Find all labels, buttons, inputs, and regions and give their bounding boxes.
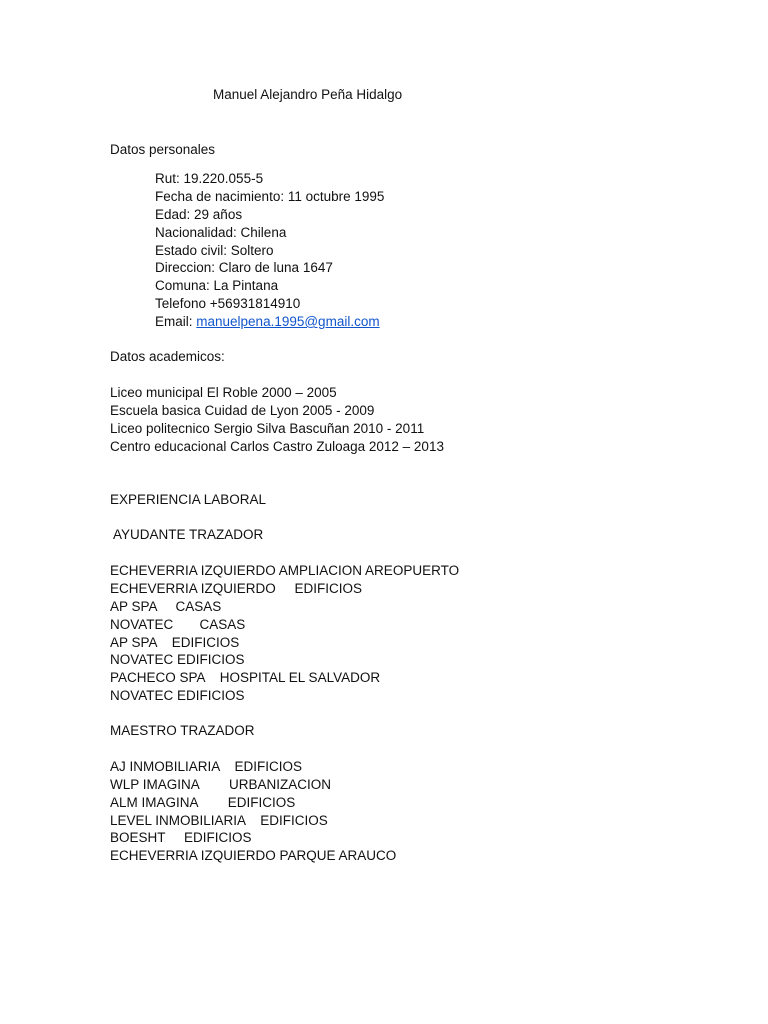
ayudante-heading: AYUDANTE TRAZADOR [110,527,264,542]
personal-data-heading: Datos personales [110,142,216,157]
experience-item: LEVEL INMOBILIARIA EDIFICIOS [110,813,328,828]
address-line: Direccion: Claro de luna 1647 [155,260,333,275]
experience-heading: EXPERIENCIA LABORAL [110,492,267,507]
experience-item: ECHEVERRIA IZQUIERDO PARQUE ARAUCO [110,848,397,863]
academic-item: Escuela basica Cuidad de Lyon 2005 - 2009 [110,403,375,418]
experience-item: AP SPA CASAS [110,599,222,614]
rut-line: Rut: 19.220.055-5 [155,171,264,186]
experience-item: AJ INMOBILIARIA EDIFICIOS [110,759,303,774]
age-line: Edad: 29 años [155,207,243,222]
birth-date-line: Fecha de nacimiento: 11 octubre 1995 [155,189,385,204]
civil-status-line: Estado civil: Soltero [155,243,274,258]
experience-item: ALM IMAGINA EDIFICIOS [110,795,296,810]
maestro-heading: MAESTRO TRAZADOR [110,723,255,738]
experience-item: PACHECO SPA HOSPITAL EL SALVADOR [110,670,381,685]
experience-item: AP SPA EDIFICIOS [110,635,240,650]
nationality-line: Nacionalidad: Chilena [155,225,287,240]
phone-line: Telefono +56931814910 [155,296,301,311]
experience-item: ECHEVERRIA IZQUIERDO EDIFICIOS [110,581,363,596]
academic-item: Liceo politecnico Sergio Silva Bascuñan 2010 - 2011 [110,421,425,436]
academic-heading: Datos academicos: [110,349,225,364]
experience-item: NOVATEC EDIFICIOS [110,688,245,703]
person-name: Manuel Alejandro Peña Hidalgo [213,87,403,102]
email-label: Email: [155,314,197,329]
experience-item: NOVATEC EDIFICIOS [110,652,245,667]
academic-item: Liceo municipal El Roble 2000 – 2005 [110,385,337,400]
commune-line: Comuna: La Pintana [155,278,279,293]
academic-item: Centro educacional Carlos Castro Zuloaga 2012 – 2013 [110,439,444,454]
email-line [155,313,380,331]
experience-item: WLP IMAGINA URBANIZACION [110,777,332,792]
experience-item: NOVATEC CASAS [110,617,246,632]
experience-item: BOESHT EDIFICIOS [110,830,252,845]
email-link[interactable]: manuelpena.1995@gmail.com [196,314,380,329]
experience-item: ECHEVERRIA IZQUIERDO AMPLIACION AREOPUERTO [110,563,460,578]
